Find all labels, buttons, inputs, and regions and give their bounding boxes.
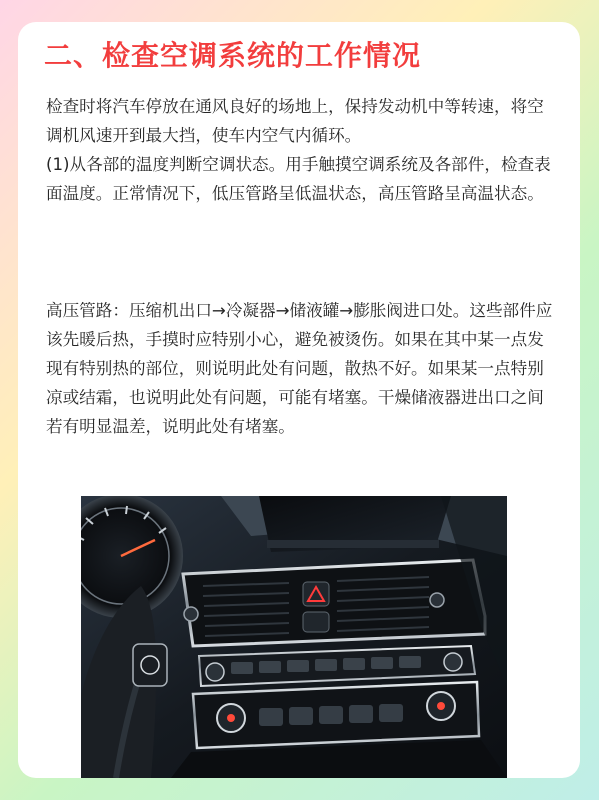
paragraph-temperature-check: (1)从各部的温度判断空调状态。用手触摸空调系统及各部件，检查表面温度。正常情况下，低压管路呈低温状态，高压管路呈高温状态。 — [46, 155, 551, 203]
content-card — [18, 22, 580, 778]
paragraph-high-pressure-line: 高压管路：压缩机出口→冷凝器→储液罐→膨胀阀进口处。这些部件应该先暖后热，手摸时应特别小心，避免被烫伤。如果在其中某一点发现有特别热的部位，则说明此处有问题，散热不好。如果某一点特别凉或结霜，也说明此处有问题，可能有堵塞。干燥储液器进出口之间若有明显温差，说明此处有堵塞。 — [46, 301, 553, 436]
page-title: 二、检查空调系统的工作情况 — [44, 39, 422, 72]
paragraph-intro: 检查时将汽车停放在通风良好的场地上，保持发动机中等转速，将空调机风速开到最大挡，使车内空气内循环。 — [46, 97, 544, 145]
car-dashboard-photo — [81, 496, 507, 778]
